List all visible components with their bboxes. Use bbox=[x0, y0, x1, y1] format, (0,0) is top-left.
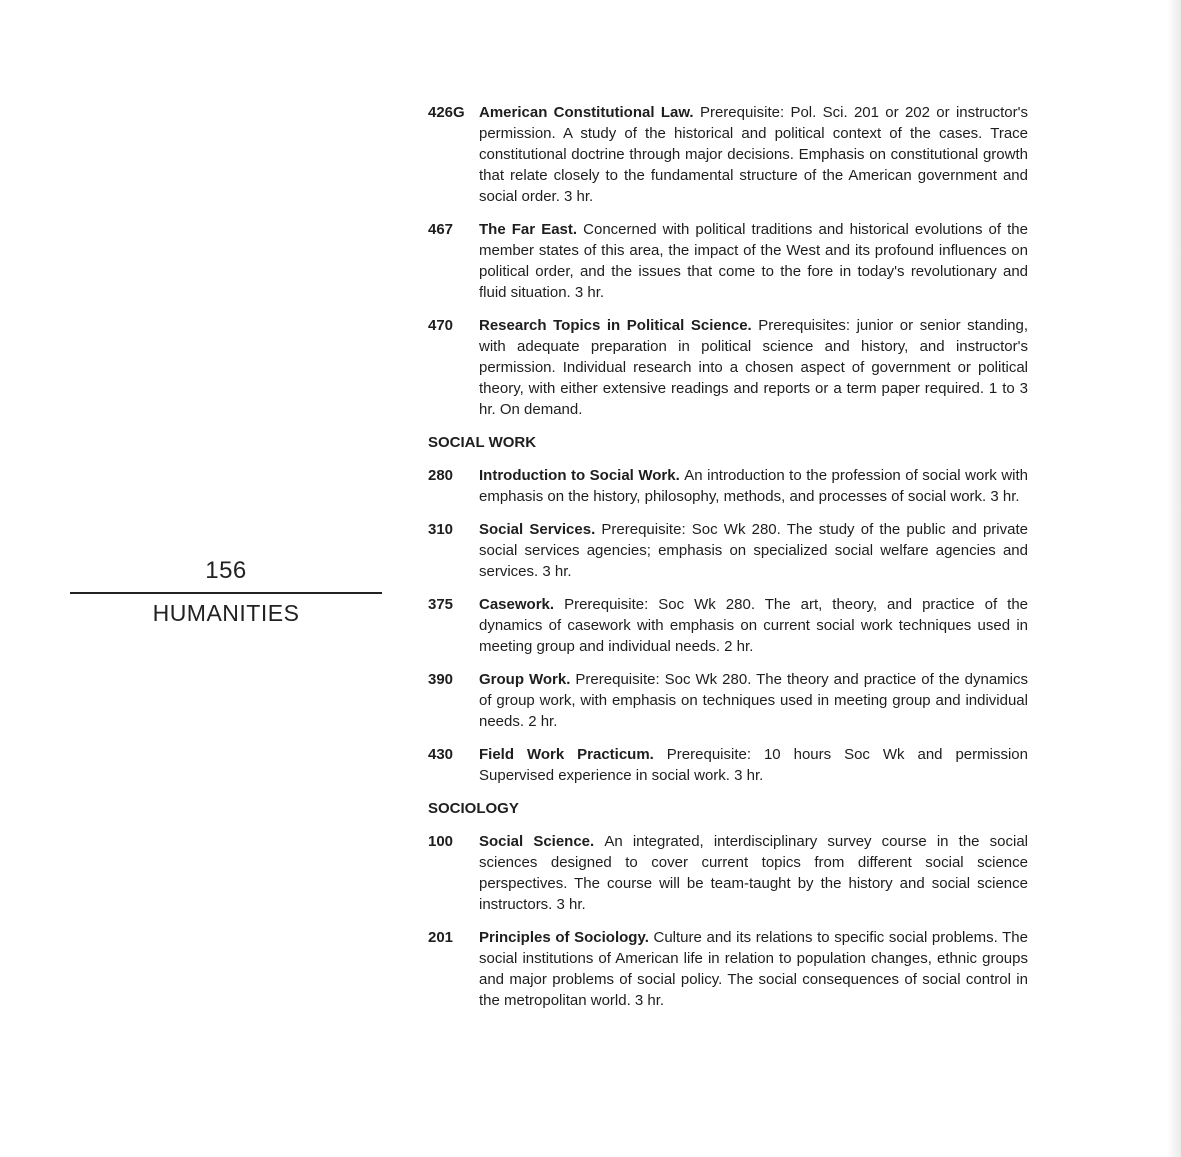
page-number: 156 bbox=[205, 557, 247, 584]
course-entry bbox=[428, 594, 1028, 657]
course-entry bbox=[428, 669, 1028, 732]
course-title: Casework. bbox=[479, 596, 565, 613]
course-number: 470 bbox=[428, 317, 454, 334]
course-listing bbox=[428, 102, 1028, 1023]
course-number: 100 bbox=[428, 833, 454, 850]
course-number: 310 bbox=[428, 521, 454, 538]
course-description: Prerequisite: Soc Wk 280. The theory and practice of the dynamics of group work, with emphasis on techniques used in meeting group and individual needs. 2 hr. bbox=[479, 671, 1028, 730]
section-heading-sociology: SOCIOLOGY bbox=[428, 800, 519, 817]
course-title: Field Work Practicum. bbox=[479, 746, 667, 763]
course-description: Prerequisites: junior or senior standing, with adequate preparation in political science and history, and instructor's permission. Individual research into a chosen aspect of government or political theory, with either extensive readings and reports or a term paper required. 1 to 3 hr. On demand. bbox=[479, 317, 1029, 418]
course-description: Prerequisite: Pol. Sci. 201 or 202 or instructor's permission. A study of the historical and political context of the cases. Trace constitutional doctrine through major decisions. Emphasis on constitutional growth that relate closely to the fundamental structure of the American government and social order. 3 hr. bbox=[479, 104, 1029, 205]
course-title: Group Work. bbox=[479, 671, 576, 688]
course-entry bbox=[428, 315, 1028, 420]
section-title: HUMANITIES bbox=[152, 600, 300, 626]
course-title: Research Topics in Political Science. bbox=[479, 317, 759, 334]
course-description: An integrated, interdisciplinary survey course in the social sciences designed to cover current topics from different social science perspectives. The course will be team-taught by the history and social science instructors. 3 hr. bbox=[479, 833, 1028, 913]
course-entry bbox=[428, 102, 1028, 207]
course-entry bbox=[428, 744, 1028, 786]
course-description: Culture and its relations to specific social problems. The social institutions of American life in relation to population changes, ethnic groups and major problems of social policy. The social consequences of social control in the metropolitan world. 3 hr. bbox=[479, 929, 1028, 1009]
course-description: An introduction to the profession of social work with emphasis on the history, philosophy, methods, and processes of social work. 3 hr. bbox=[479, 467, 1028, 505]
course-number: 426G bbox=[428, 104, 465, 121]
course-title: Social Science. bbox=[479, 833, 605, 850]
course-title: Principles of Sociology. bbox=[479, 929, 654, 946]
course-description: Prerequisite: Soc Wk 280. The study of the public and private social services agencies; emphasis on specialized social welfare agencies and services. 3 hr. bbox=[479, 521, 1028, 580]
course-title: The Far East. bbox=[479, 221, 584, 238]
course-entry bbox=[428, 927, 1028, 1011]
sidebar-divider bbox=[70, 592, 382, 594]
course-number: 201 bbox=[428, 929, 454, 946]
course-title: Social Services. bbox=[479, 521, 602, 538]
course-number: 467 bbox=[428, 221, 454, 238]
course-number: 375 bbox=[428, 596, 454, 613]
course-entry bbox=[428, 219, 1028, 303]
course-description: Concerned with political traditions and historical evolutions of the member states of this area, the impact of the West and its profound influences on political order, and the issues that come to the fore in today's revolutionary and fluid situation. 3 hr. bbox=[479, 221, 1028, 301]
course-number: 280 bbox=[428, 467, 454, 484]
course-title: Introduction to Social Work. bbox=[479, 467, 685, 484]
section-heading-social-work: SOCIAL WORK bbox=[428, 434, 537, 451]
page-edge-shadow bbox=[1167, 0, 1181, 1157]
course-number: 390 bbox=[428, 671, 454, 688]
course-entry bbox=[428, 831, 1028, 915]
course-entry bbox=[428, 519, 1028, 582]
course-title: American Constitutional Law. bbox=[479, 104, 700, 121]
course-description: Prerequisite: 10 hours Soc Wk and permission Supervised experience in social work. 3 hr. bbox=[479, 746, 1028, 784]
course-number: 430 bbox=[428, 746, 454, 763]
course-entry bbox=[428, 465, 1028, 507]
page-sidebar bbox=[70, 556, 382, 628]
course-description: Prerequisite: Soc Wk 280. The art, theory, and practice of the dynamics of casework with emphasis on current social work techniques used in meeting group and individual needs. 2 hr. bbox=[479, 596, 1028, 655]
